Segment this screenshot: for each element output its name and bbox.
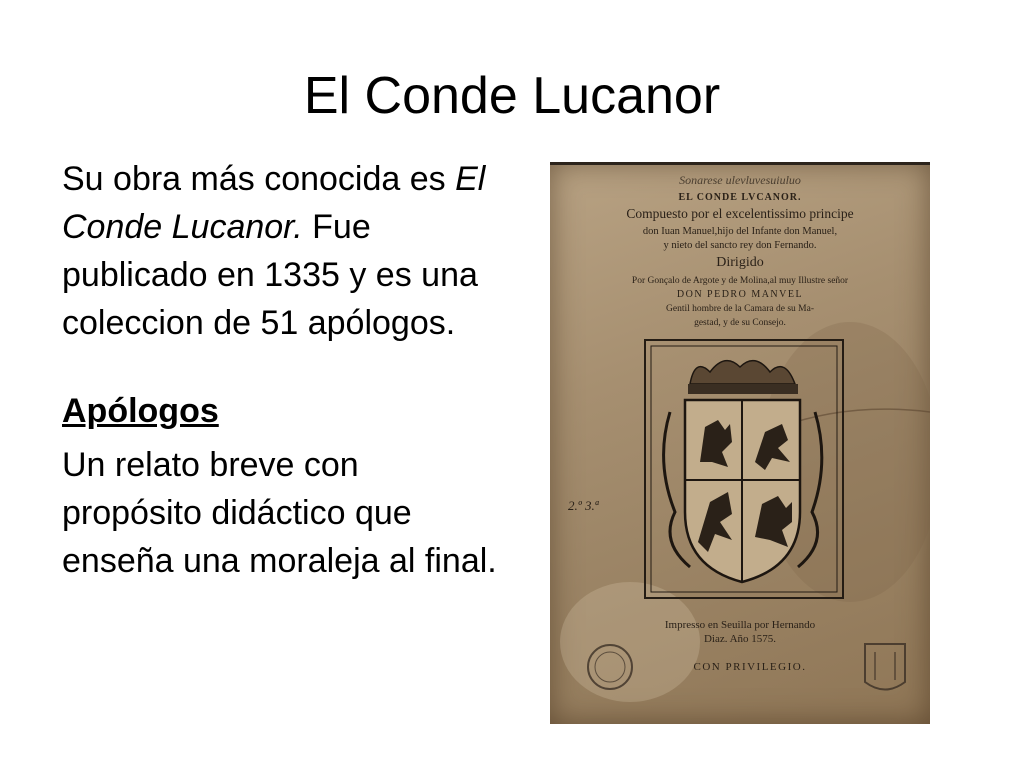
book-line-3: y nieto del sancto rey don Fernando. (663, 240, 817, 251)
crown-band (688, 384, 798, 394)
intro-book-title: El Conde Lucanor. (62, 160, 486, 246)
imprint-line-1: Impresso en Seuilla por Hernando (664, 619, 816, 631)
crown-icon (690, 361, 795, 384)
intro-paragraph (62, 155, 502, 347)
book-title-page-image (550, 162, 930, 724)
book-line-1: Compuesto por el excelentissimo principe (626, 206, 854, 221)
book-page-drawing (550, 162, 930, 724)
book-header: EL CONDE LVCANOR. (678, 192, 802, 203)
definition-paragraph: Un relato breve con propósito didáctico que enseña una moraleja al final. (62, 446, 497, 580)
privilege-line: CON PRIVILEGIO. (693, 661, 807, 673)
body-text (62, 155, 502, 585)
book-line-5: Por Gonçalo de Argote y de Molina,al muy Illustre señor (631, 276, 849, 286)
imprint-line-2: Diaz. Año 1575. (703, 633, 777, 645)
top-scribble: Sonarese ulevluvesuiuluo (679, 173, 801, 187)
stain (560, 582, 700, 702)
slide-title: El Conde Lucanor (303, 67, 721, 125)
intro-lead: Su obra más conocida es (62, 160, 456, 198)
book-line-8: gestad, y de su Consejo. (694, 318, 786, 328)
subheading-apologos: Apólogos (62, 392, 219, 430)
book-line-4: Dirigido (716, 255, 764, 270)
margin-note: 2.º 3.ª (568, 498, 599, 513)
top-edge (550, 162, 930, 165)
book-line-6: DON PEDRO MANVEL (676, 289, 804, 300)
seal-stamp-icon (865, 644, 905, 690)
intro-rest: Fue publicado en 1335 y es una coleccion de 51 apólogos. (62, 208, 478, 342)
book-line-7: Gentil hombre de la Camara de su Ma- (666, 304, 814, 314)
book-line-2: don Iuan Manuel,hijo del Infante don Manuel, (642, 226, 838, 237)
